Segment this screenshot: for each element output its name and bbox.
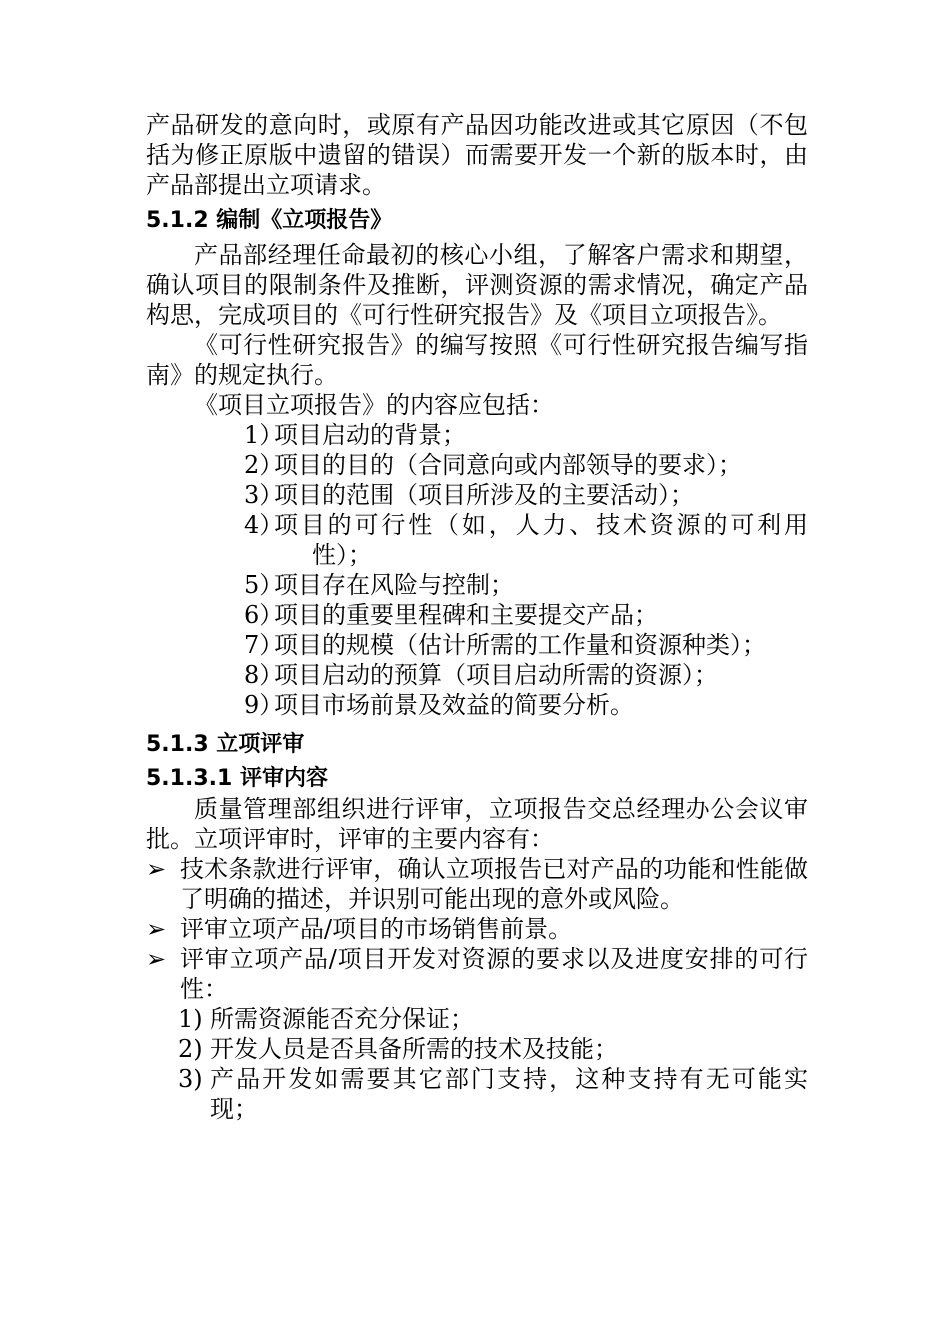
list-item-text: 项目的可行性（如，人力、技术资源的可利用性）； bbox=[274, 511, 808, 569]
arrow-bullet-icon: ➢ bbox=[146, 945, 167, 973]
list-item bbox=[146, 660, 808, 690]
section-5131-heading: 5.1.3.1 评审内容 bbox=[146, 766, 328, 791]
bullet-item bbox=[146, 914, 808, 944]
list-item-number: 1） bbox=[244, 421, 284, 449]
section-513-para1: 质量管理部组织进行评审，立项报告交总经理办公会议审批。立项评审时，评审的主要内容有： bbox=[146, 795, 808, 853]
section-512-para2: 《可行性研究报告》的编写按照《可行性研究报告编写指南》的规定执行。 bbox=[146, 331, 808, 389]
list-item-number: 4） bbox=[244, 511, 284, 539]
section-513-heading: 5.1.3 立项评审 bbox=[146, 732, 305, 757]
sublist-item bbox=[146, 1004, 808, 1034]
sublist-item-text: 产品开发如需要其它部门支持，这种支持有无可能实现； bbox=[210, 1065, 808, 1123]
bullet-item bbox=[146, 854, 808, 914]
sublist-item-text: 开发人员是否具备所需的技术及技能； bbox=[210, 1035, 618, 1063]
list-item-text: 项目的范围（项目所涉及的主要活动）； bbox=[274, 481, 694, 509]
list-item-text: 项目启动的预算（项目启动所需的资源）； bbox=[274, 661, 718, 689]
intro-paragraph: 产品研发的意向时，或原有产品因功能改进或其它原因（不包括为修正原版中遗留的错误）而需要开发一个新的版本时，由产品部提出立项请求。 bbox=[146, 111, 808, 199]
list-item-number: 9） bbox=[244, 691, 284, 719]
arrow-bullet-icon: ➢ bbox=[146, 915, 167, 943]
sublist-item-number: 3) bbox=[178, 1065, 203, 1093]
sublist-item bbox=[146, 1034, 808, 1064]
sublist-item-text: 所需资源能否充分保证； bbox=[210, 1005, 474, 1033]
list-item-text: 项目存在风险与控制； bbox=[274, 571, 514, 599]
review-bullets bbox=[146, 854, 808, 1004]
list-item-text: 项目启动的背景； bbox=[274, 421, 466, 449]
section-512-para3: 《项目立项报告》的内容应包括： bbox=[194, 391, 554, 419]
list-item-text: 项目的重要里程碑和主要提交产品； bbox=[274, 601, 658, 629]
list-item bbox=[146, 630, 808, 660]
list-item-number: 5） bbox=[244, 571, 284, 599]
bullet-text: 评审立项产品/项目开发对资源的要求以及进度安排的可行性： bbox=[180, 945, 808, 1003]
list-item bbox=[146, 450, 808, 480]
sublist-item-number: 2) bbox=[178, 1035, 203, 1063]
section-512-para1: 产品部经理任命最初的核心小组，了解客户需求和期望，确认项目的限制条件及推断，评测资源的需求情况，确定产品构思，完成项目的《可行性研究报告》及《项目立项报告》。 bbox=[146, 241, 808, 329]
sublist-item-number: 1) bbox=[178, 1005, 203, 1033]
list-item-text: 项目的目的（合同意向或内部领导的要求）； bbox=[274, 451, 742, 479]
list-item bbox=[146, 600, 808, 630]
list-item bbox=[146, 570, 808, 600]
list-item-number: 2） bbox=[244, 451, 284, 479]
resource-sublist bbox=[146, 1004, 808, 1124]
list-item bbox=[146, 510, 808, 570]
report-contents-list bbox=[146, 420, 808, 720]
bullet-text: 技术条款进行评审，确认立项报告已对产品的功能和性能做了明确的描述，并识别可能出现的意外或风险。 bbox=[180, 855, 808, 913]
list-item bbox=[146, 480, 808, 510]
list-item-text: 项目的规模（估计所需的工作量和资源种类）； bbox=[274, 631, 766, 659]
list-item-number: 7） bbox=[244, 631, 284, 659]
bullet-item bbox=[146, 944, 808, 1004]
sublist-item bbox=[146, 1064, 808, 1124]
section-512-heading: 5.1.2 编制《立项报告》 bbox=[146, 208, 393, 233]
list-item-number: 6） bbox=[244, 601, 284, 629]
list-item-text: 项目市场前景及效益的简要分析。 bbox=[274, 691, 634, 719]
list-item bbox=[146, 420, 808, 450]
list-item bbox=[146, 690, 808, 720]
arrow-bullet-icon: ➢ bbox=[146, 855, 167, 883]
bullet-text: 评审立项产品/项目的市场销售前景。 bbox=[180, 915, 573, 943]
list-item-number: 8） bbox=[244, 661, 284, 689]
list-item-number: 3） bbox=[244, 481, 284, 509]
document-page bbox=[146, 110, 808, 1124]
